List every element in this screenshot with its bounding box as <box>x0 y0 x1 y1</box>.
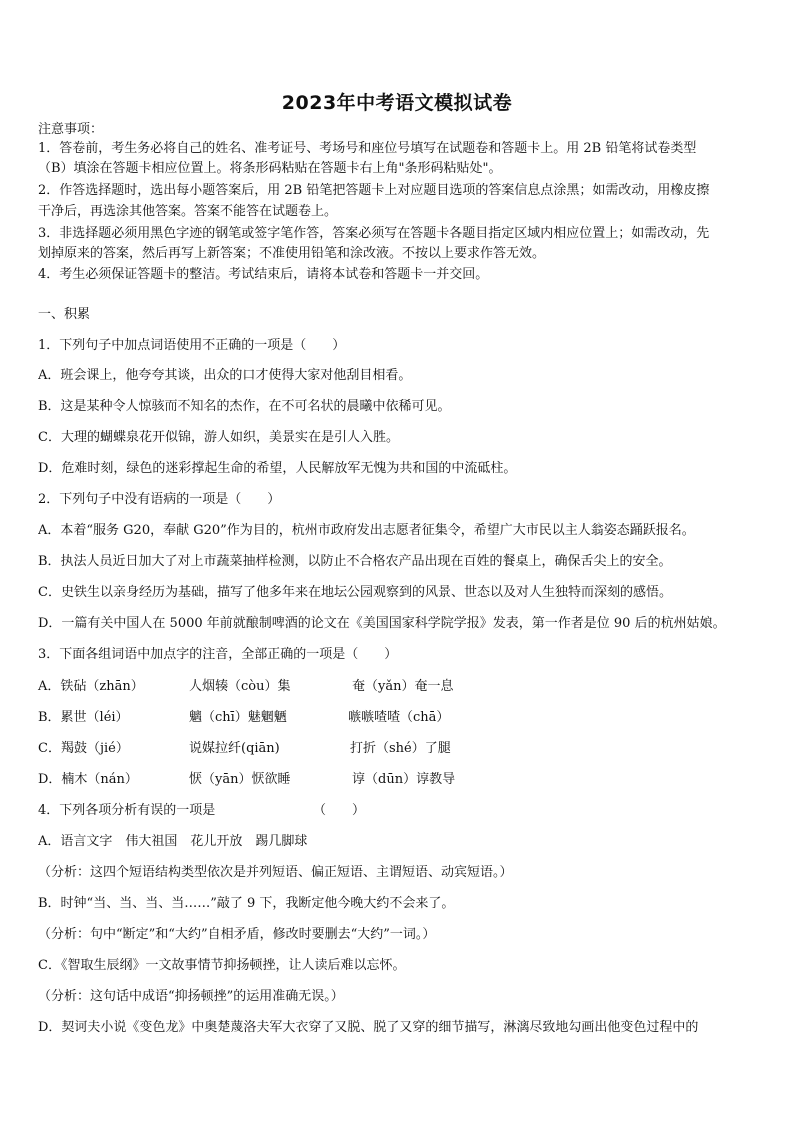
page-title: 2023年中考语文模拟试卷 <box>281 92 513 114</box>
question-4-option-c: C．《智取生辰纲》一文故事情节抑扬顿挫，让人读后难以忘怀。 <box>38 958 406 973</box>
notice-line: 划掉原来的答案，然后再写上新答案；不准使用铅笔和涂改液。不按以上要求作答无效。 <box>38 246 546 261</box>
notice-line: 2．作答选择题时，选出每小题答案后，用 2B 铅笔把答题卡上对应题目选项的答案信息点涂黑；如需改动，用橡皮擦 <box>38 183 710 198</box>
notice-line: 1．答卷前，考生务必将自己的姓名、准考证号、考场号和座位号填写在试题卷和答题卡上。用 2B 铅笔将试卷类型 <box>38 141 697 156</box>
question-4-answer-paren: （ ） <box>313 803 366 818</box>
question-3-option-c-col2: 说媒拉纤(qiān) <box>189 741 280 756</box>
question-4-option-b: B．时钟“当、当、当、当……”敲了 9 下，我断定他今晚大约不会来了。 <box>38 896 455 911</box>
question-3-option-a-col3: 奄（yǎn）奄一息 <box>352 679 454 694</box>
question-3-option-b-col2: 魑（chī）魅魍魉 <box>189 710 287 725</box>
question-3-option-b-col1: B．累世（léi） <box>38 710 129 725</box>
notice-line: 4．考生必须保证答题卡的整洁。考试结束后，请将本试卷和答题卡一并交回。 <box>38 267 489 282</box>
question-4-option-a: A．语言文字 伟大祖国 花儿开放 踢几脚球 <box>38 834 308 849</box>
question-3-option-a-col1: A．铁砧（zhān） <box>38 679 144 694</box>
question-3-option-d-col2: 恹（yān）恹欲睡 <box>189 772 291 787</box>
question-2-option-a: A．本着“服务 G20，奉献 G20”作为目的，杭州市政府发出志愿者征集令，希望广大市民以主人翁姿态踊跃报名。 <box>38 523 695 538</box>
question-1-stem: 1．下列句子中加点词语使用不正确的一项是（ ） <box>38 338 346 353</box>
notice-line: 3．非选择题必须用黑色字迹的钢笔或签字笔作答，答案必须写在答题卡各题目指定区域内相应位置上；如需改动，先 <box>38 226 710 241</box>
question-4-option-d: D．契诃夫小说《变色龙》中奥楚蔑洛夫军大衣穿了又脱、脱了又穿的细节描写，淋漓尽致地勾画出他变色过程中的 <box>38 1020 699 1035</box>
question-4-analysis-b: （分析：句中“断定”和“大约”自相矛盾，修改时要删去“大约”一词。） <box>38 927 436 942</box>
question-2-option-b: B．执法人员近日加大了对上市蔬菜抽样检测，以防止不合格农产品出现在百姓的餐桌上，确保舌尖上的安全。 <box>38 554 672 569</box>
question-4-analysis-c: （分析：这句话中成语“抑扬顿挫”的运用准确无误。） <box>38 989 344 1004</box>
question-3-option-c-col3: 打折（shé）了腿 <box>350 741 451 756</box>
question-1-option-c: C．大理的蝴蝶泉花开似锦，游人如织，美景实在是引人入胜。 <box>38 430 399 445</box>
question-3-option-c-col1: C．羯鼓（jié） <box>38 741 129 756</box>
question-4-stem: 4．下列各项分析有误的一项是 <box>38 803 216 818</box>
question-1-option-d: D．危难时刻，绿色的迷彩撑起生命的希望，人民解放军无愧为共和国的中流砥柱。 <box>38 461 517 476</box>
question-3-option-d-col3: 谆（dūn）谆教导 <box>352 772 456 787</box>
notice-line: 干净后，再选涂其他答案。答案不能答在试题卷上。 <box>38 204 338 219</box>
question-4-analysis-a: （分析：这四个短语结构类型依次是并列短语、偏正短语、主谓短语、动宾短语。） <box>38 865 513 880</box>
question-2-option-d: D．一篇有关中国人在 5000 年前就酿制啤酒的论文在《美国国家科学院学报》发表，第一作者是位 90 后的杭州姑娘。 <box>38 616 726 631</box>
question-3-option-a-col2: 人烟辏（còu）集 <box>189 679 291 694</box>
section-heading: 一、积累 <box>38 307 91 322</box>
question-2-option-c: C．史铁生以亲身经历为基础，描写了他多年来在地坛公园观察到的风景、世态以及对人生独特而深刻的感悟。 <box>38 585 672 600</box>
question-1-option-a: A．班会课上，他夸夸其谈，出众的口才使得大家对他刮目相看。 <box>38 368 412 383</box>
question-2-stem: 2．下列句子中没有语病的一项是（ ） <box>38 492 281 507</box>
question-3-stem: 3．下面各组词语中加点字的注音，全部正确的一项是（ ） <box>38 647 398 662</box>
notice-line: （B）填涂在答题卡相应位置上。将条形码粘贴在答题卡右上角"条形码粘贴处"。 <box>38 161 502 176</box>
question-3-option-b-col3: 嗾嗾喳喳（chā） <box>348 710 450 725</box>
notice-heading: 注意事项： <box>38 122 104 137</box>
question-1-option-b: B．这是某种令人惊骇而不知名的杰作，在不可名状的晨曦中依稀可见。 <box>38 399 451 414</box>
question-3-option-d-col1: D．楠木（nán） <box>38 772 138 787</box>
